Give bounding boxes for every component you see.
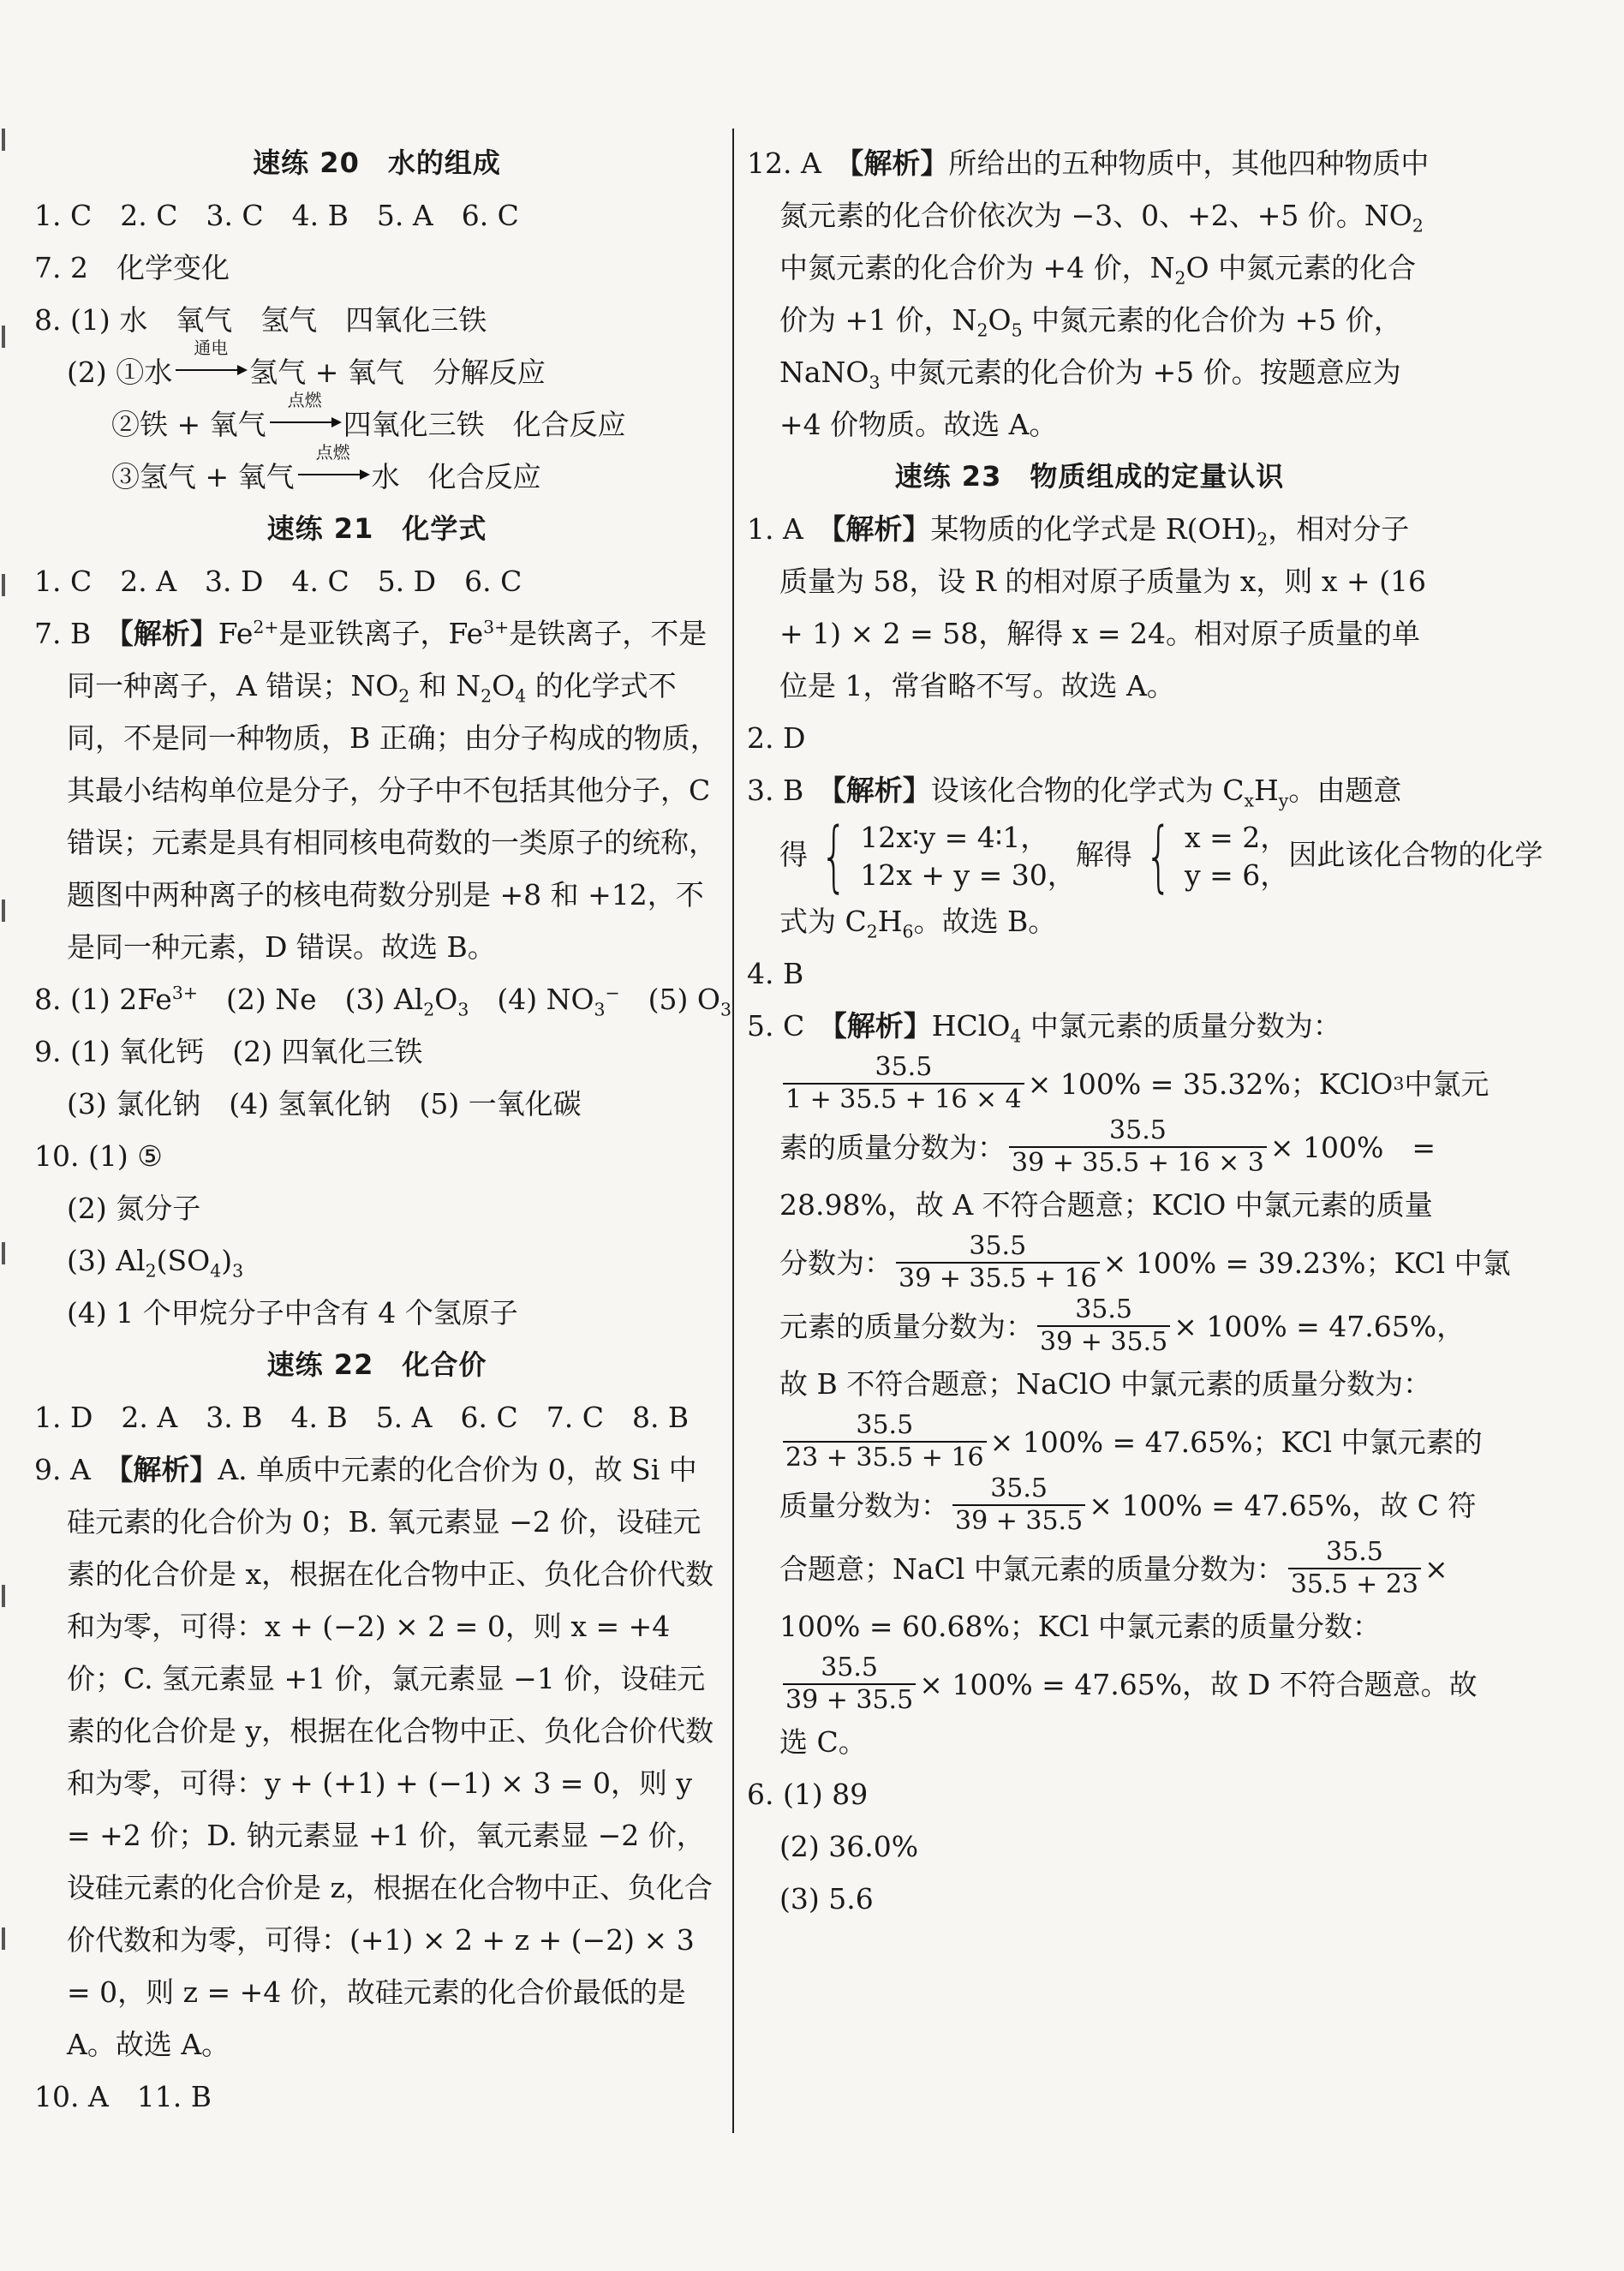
section-title-22: 速练 22 化合价 [266, 1348, 487, 1381]
s21-answer-10-2: (2) 氮分子 [67, 1192, 201, 1225]
fraction: $\frac{35.5}{1 + 35.5 + 16 \times 4}$ [783, 1052, 1024, 1115]
section-title-20: 速练 20 水的组成 [253, 146, 501, 179]
fraction: $\frac{35.5}{39 + 35.5}$ [783, 1652, 916, 1716]
s23-answer-5-line12: $\frac{35.5}{39 + 35.5}$ × 100% = 47.65%，故 D 不符合题意。故 [747, 1652, 1432, 1716]
s23-answer-5-line1: 5. C 【解析】HClO$_4$ 中氯元素的质量分数为： [747, 1009, 1341, 1047]
s22-answers-1-8: 1. D 2. A 3. B 4. B 5. A 6. C 7. C 8. B [34, 1401, 690, 1434]
s20-answers-1-6: 1. C 2. C 3. C 4. B 5. A 6. C [34, 199, 519, 232]
s23-answer-5-line5: 分数为： $\frac{35.5}{39 + 35.5 + 16}$ × 100% = 39.23%；KCl 中氯 [779, 1231, 1511, 1294]
s23-answer-3-system: 得 { 12x∶y = 4∶1， 12x + y = 30， 解得 { x = 2， y = 6， 因此该化合物的化学 [779, 811, 1543, 901]
section-title-23: 速练 23 物质组成的定量认识 [894, 460, 1285, 493]
s23-answer-1: 1. A 【解析】某物质的化学式是 $R(OH)_2$，相对分子质量为 58，设 R 的相对原子质量为 x，则 x + (16 + 1) × 2 = 58，解得 x = 24。相对原子质量的单位是 1，常省略不写。故选 A。 [747, 512, 1427, 702]
fraction: $\frac{35.5}{23 + 35.5 + 16}$ [783, 1410, 987, 1473]
s20-answer-7: 7. 2 化学变化 [34, 251, 230, 284]
s23-answer-6-1: 6. (1) 89 [747, 1778, 869, 1811]
reaction-arrow: 通电 [176, 361, 246, 389]
s23-answer-5-line11: 100% = 60.68%；KCl 中氯元素的质量分数： [779, 1610, 1381, 1643]
fraction: $\frac{35.5}{39 + 35.5}$ [1037, 1294, 1170, 1358]
section-title-21: 速练 21 化学式 [266, 512, 487, 545]
s23-answer-6-2: (2) 36.0% [779, 1830, 919, 1863]
s23-answer-5-line4: 28.98%，故 A 不符合题意；KClO 中氯元素的质量 [779, 1188, 1433, 1222]
left-edge-marks [0, 128, 7, 2099]
s23-answer-2: 2. D [747, 721, 806, 755]
s23-answer-5-line7: 故 B 不符合题意；NaClO 中氯元素的质量分数为： [779, 1367, 1432, 1401]
s21-answer-10-1: 10. (1) ⑤ [34, 1139, 163, 1173]
reaction-arrow: 点燃 [298, 465, 368, 493]
s23-answer-6-3: (3) 5.6 [779, 1882, 874, 1915]
reaction-arrow: 点燃 [270, 413, 340, 441]
fraction: $\frac{35.5}{39 + 35.5}$ [952, 1473, 1085, 1537]
s22-answer-12: 12. A 【解析】所给出的五种物质中，其他四种物质中氮元素的化合价依次为 −3、0、+2、+5 价。$NO_2$ 中氮元素的化合价为 +4 价，$N_2O$ 中氮元素的化合价为 +1 价，$N_2O_5$ 中氮元素的化合价为 +5 价，NaNO$_3$ 中氮元素的化合价为 +5 价。按题意应为 +4 价物质。故选 A。 [747, 146, 1430, 441]
fraction: $\frac{35.5}{35.5 + 23}$ [1288, 1537, 1421, 1600]
solution-system: { x = 2， y = 6， [1144, 811, 1289, 901]
s23-answer-3-line3: 式为 $C_2H_6$。故选 B。 [779, 905, 1057, 942]
s21-answer-10-4: (4) 1 个甲烷分子中含有 4 个氢原子 [67, 1296, 518, 1330]
s20-reaction-1: (2) ①水 通电 氢气 + 氧气 分解反应 [67, 337, 546, 389]
s23-answer-5-line3: 素的质量分数为： $\frac{35.5}{39 + 35.5 + 16 \times 3}$ × 100% = [779, 1115, 1436, 1178]
s20-reaction-2: ②铁 + 氧气 点燃 四氧化三铁 化合反应 [111, 389, 626, 441]
s23-answer-5-line2: $\frac{35.5}{1 + 35.5 + 16 \times 4}$ × 100% = 35.32%；KClO 3 中氯元 [747, 1052, 1432, 1115]
s22-answer-9: 9. A 【解析】A. 单质中元素的化合价为 0，故 Si 中硅元素的化合价为 0；B. 氧元素显 −2 价，设硅元素的化合价是 x，根据在化合物中正、负化合价代数和为零，可得：x + (−2) × 2 = 0，则 x = +4 价；C. 氢元素显 +1 价，氯元素显 −1 价，设硅元素的化合价是 y，根据在化合物中正、负化合价代数和为零，可得：y + (+1) + (−1) × 3 = 0，则 y = +2 价；D. 钠元素显 +1 价，氧元素显 −2 价，设硅元素的化合价是 z，根据在化合物中正、负化合价代数和为零，可得：(+1) × 2 + z + (−2) × 3 = 0，则 z = +4 价，故硅元素的化合价最低的是 A。故选 A。 [34, 1453, 714, 2061]
s21-answer-9-line2: (3) 氯化钠 (4) 氢氧化钠 (5) 一氧化碳 [67, 1087, 582, 1121]
s21-answer-8: 8. (1) $2Fe^{3+}$ (2) Ne (3) $Al_2O_3$ (4) $NO_3^-$ (5) $O_3$ [34, 983, 731, 1020]
s21-answers-1-6: 1. C 2. A 3. D 4. C 5. D 6. C [34, 565, 522, 598]
equation-system: { 12x∶y = 4∶1， 12x + y = 30， [820, 811, 1076, 901]
s21-answer-7: 7. B 【解析】$Fe^{2+}$是亚铁离子，$Fe^{3+}$是铁离子，不是同一种离子，A 错误；$NO_2$ 和 $N_2O_4$ 的化学式不同，不是同一种物质，B 正确；由分子构成的物质，其最小结构单位是分子，分子中不包括其他分子，C 错误；元素是具有相同核电荷数的一类原子的统称，题图中两种离子的核电荷数分别是 +8 和 +12，不是同一种元素，D 错误。故选 B。 [34, 617, 719, 964]
s23-answer-5-line8: $\frac{35.5}{23 + 35.5 + 16}$ × 100% = 47.65%；KCl 中氯元素的 [747, 1410, 1432, 1473]
s20-answer-8-1: 8. (1) 水 氧气 氢气 四氧化三铁 [34, 303, 487, 337]
s23-answer-4: 4. B [747, 957, 804, 990]
s23-answer-3-line1: 3. B 【解析】设该化合物的化学式为 $C_xH_y$。由题意 [747, 774, 1402, 811]
s23-answer-5-line10: 合题意；NaCl 中氯元素的质量分数为： $\frac{35.5}{35.5 + 23}$ × [779, 1537, 1448, 1599]
s23-answer-5-line13: 选 C。 [779, 1725, 867, 1759]
column-divider [732, 128, 734, 2133]
right-column [747, 137, 1543, 1925]
fraction: $\frac{35.5}{39 + 35.5 + 16}$ [896, 1231, 1100, 1294]
s23-answer-5-line9: 质量分数为： $\frac{35.5}{39 + 35.5}$ × 100% = 47.65%，故 C 符 [779, 1473, 1477, 1536]
s21-answer-10-3: (3) $Al_2(SO_4)_3$ [67, 1244, 244, 1282]
s23-answer-5-line6: 元素的质量分数为： $\frac{35.5}{39 + 35.5}$ × 100% = 47.65%， [779, 1294, 1466, 1357]
s21-answer-9-line1: 9. (1) 氧化钙 (2) 四氧化三铁 [34, 1035, 423, 1068]
left-column [34, 137, 731, 2123]
s20-reaction-3: ③氢气 + 氧气 点燃 水 化合反应 [111, 441, 541, 493]
s22-answers-10-11: 10. A 11. B [34, 2080, 212, 2113]
fraction: $\frac{35.5}{39 + 35.5 + 16 \times 3}$ [1009, 1115, 1267, 1179]
